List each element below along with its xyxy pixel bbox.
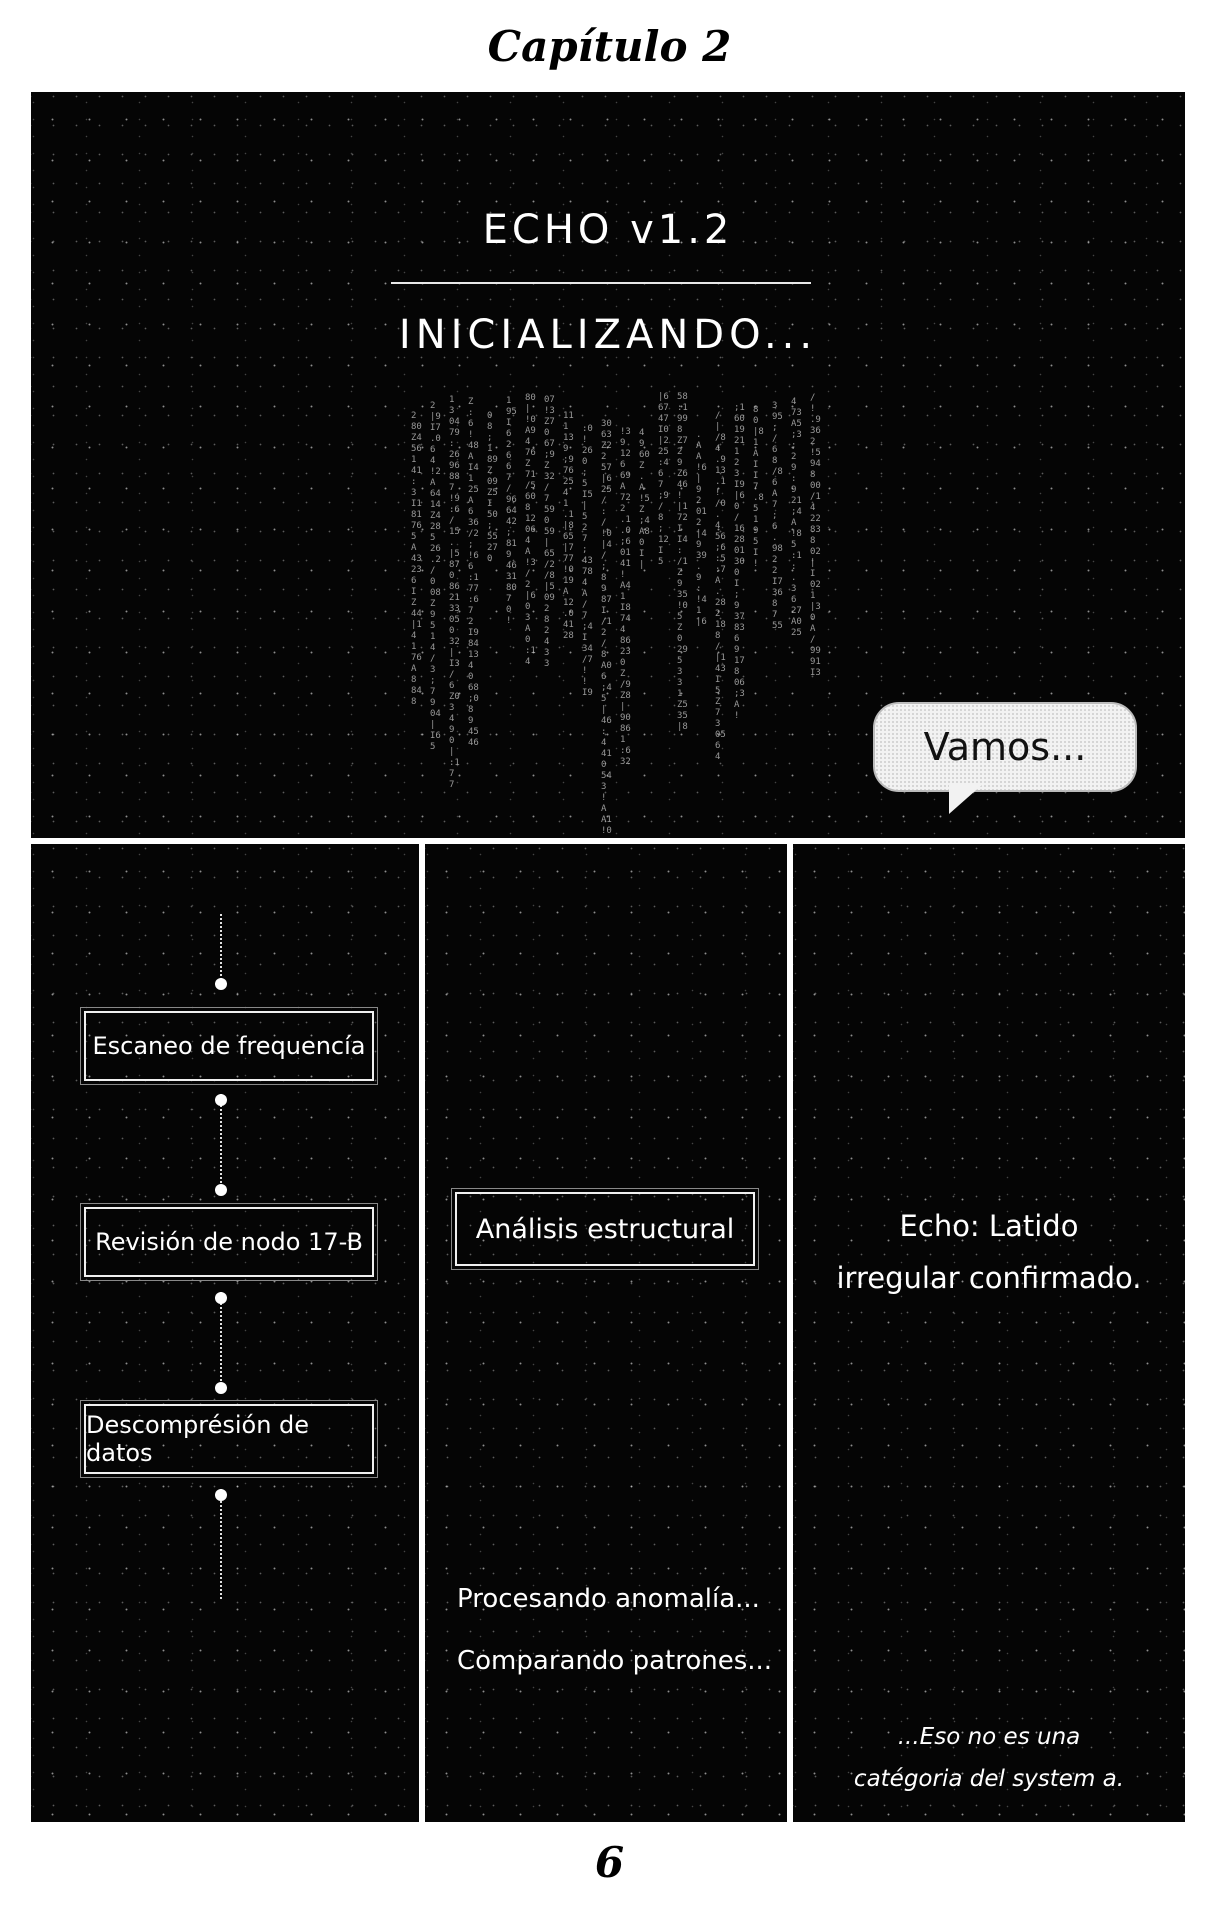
code-rain-column: ;1 60 19 21 1 2 3 I9 |6 0 / 16 28 01 30 0 I ; 9 37 83 6 9 17 8 06 ;3 A ! (734, 403, 745, 721)
speech-bubble-text: Vamos... (923, 725, 1087, 769)
chapter-title: Capítulo 2 (487, 22, 732, 71)
code-rain-column: 2 80 Z4 56 1 41 : 3 I1 81 76 5 A 43 23 6 I Z 44 |1 4 1 76 A 8 84 8 (411, 411, 422, 707)
code-rain-column: / ! .9 36 2 !5 94 8 00 /1 4 22 83 8 02 | I 02 1 |3 0 A / 99 91 I3 (810, 393, 821, 678)
code-rain-column: 80 | !0 A9 4 76 Z 71 /5 60 8 12 06 4 A !3 / 2 |6 0 3 A 0 :1 4 (525, 393, 536, 667)
flow-panel (31, 844, 419, 1822)
comparing-text: Comparando patrones... (457, 1646, 773, 1676)
flow-step-decompression: Descomprésión de datos (84, 1404, 374, 1474)
code-rain-column: 30 63 Z2 2 57 |6 25 / : / !0 |4 / ; 8 9 87 I /1 2 / 8 A0 6 ;4 5 | 46 : 4 41 0 54 3 ! A A1 !0 (601, 419, 612, 836)
code-rain-column: 4 9 60 Z . A !5 Z ;4 A8 0 I | (639, 428, 650, 570)
flow-node-dot (215, 1094, 227, 1106)
code-rain-column: 07 !3 Z7 0 67 ;9 Z 32 / 7 59 0 59 | 65 /2 /8 |5 09 2 8 2 4 3 3 (544, 395, 555, 669)
code-rain-column: 1 95 I 6 2 6 6 7 / 96 64 42 ; 81 9 46 31 80 7 0 ! (506, 396, 517, 626)
speech-bubble-tail (949, 784, 983, 814)
code-rain-column: 4 73 A5 ;3 ; 2 9 : 9 21 ;4 A !8 5 :1 : . 3 6 27 A0 25 (791, 397, 802, 638)
echo-message-line-2: irregular confirmado. (836, 1261, 1142, 1295)
echo-message-line-1: Echo: Latido (899, 1209, 1079, 1243)
flow-step-scan: Escaneo de frequencía (84, 1011, 374, 1081)
whisper-line-2: catégoria del system a. (853, 1766, 1125, 1792)
flow-node-dot (215, 1382, 227, 1394)
flow-connector (220, 1094, 222, 1194)
page-number: 6 (594, 1838, 625, 1887)
analysis-panel (425, 844, 787, 1822)
code-rain-column: 0 8 ; 1 89 Z 09 Z5 I 50 ; 55 27 0 (487, 411, 498, 564)
flow-step-node-review: Revisión de nodo 17-B (84, 1207, 374, 1277)
flow-node-dot (215, 1489, 227, 1501)
flow-connector (220, 914, 222, 984)
code-rain-column: 58 :1 99 8 Z7 2 9 Z6 46 ! |1 72 I I4 : /1 Z 9 35 !0 5 Z 0 29 5 3 3 1 Z5 35 |8 (677, 392, 688, 732)
code-rain-column: 8 0 |8 1 A I I 7 .8 5 1 9 5 I ! (753, 405, 764, 569)
code-rain-column: 3 95 ; / 6 8 /8 6 A 7 ; 6 . 98 2 2 I7 36 8 7 55 (772, 401, 783, 631)
initializing-text: INICIALIZANDO... (398, 312, 818, 358)
whisper-line-1: ...Eso no es una (897, 1724, 1081, 1750)
code-rain-column: 11 1 13 9 ;9 76 25 4 1 .1 |8 65 |7 77 !0 19 A 12 .0 41 28 (563, 411, 574, 641)
flow-connector (220, 1489, 222, 1599)
structural-analysis-box: Análisis estructural (455, 1192, 755, 1266)
code-rain-column: Z : 6 ! 48 A I4 1 25 A 6 36 /2 ; !6 6 :1 77 :6 7 2 I9 84 13 4 0 68 ;0 8 9 45 46 (468, 397, 479, 748)
code-rain-column: !3 9 12 6 69 A 72 2 .1 .0 ;6 01 41 ! A4 1 I8 74 4 86 23 0 Z /9 Z8 | 90 86 1 :6 32 (620, 427, 631, 767)
top-panel (31, 92, 1185, 838)
echo-title: ECHO v1.2 (482, 207, 734, 253)
echo-panel (793, 844, 1185, 1822)
code-rain-column: 1 3 04 79 : 26 96 88 7 !9 :6 / 15 . |5 87 0 86 21 33 05 0 32 | I3 / 6 Z0 3 4 9 0 | :1 7 7 (449, 395, 460, 790)
code-rain-column: . A A !6 | 9 2 01 2 |4 9 39 . 9 : !4 1 |6 (696, 430, 707, 627)
speech-bubble (873, 702, 1137, 792)
flow-node-dot (215, 1292, 227, 1304)
flow-node-dot (215, 1184, 227, 1196)
code-rain-column: |6 67 47 I0 |2 25 :4 6 7 ;9 / 8 ; 12 I 5 (658, 392, 669, 567)
code-rain-column: :0 ! 26 0 ; 5 I5 | 5 2 7 ; 43 78 4 A / 7 ;4 I 34 /7 ! ! I9 (582, 424, 593, 698)
processing-text: Procesando anomalía... (457, 1584, 760, 1614)
code-rain-decoration (411, 392, 831, 838)
flow-node-dot (215, 978, 227, 990)
flow-connector (220, 1292, 222, 1392)
code-rain-column: / | /8 4 .9 13 .1 ! /0 . 4 56 ;6 :5 :7 A . 28 2 18 8 / |1 43 I 5 Z 7 3 05 6 4 (715, 411, 726, 762)
title-divider (391, 282, 811, 284)
code-rain-column: 2 |9 I7 .0 6 4 !2 A 64 14 Z4 28 5 26 .2 / 0 08 Z 9 5 1 4 / 3 ; 7 9 04 | I6 5 (430, 401, 441, 752)
